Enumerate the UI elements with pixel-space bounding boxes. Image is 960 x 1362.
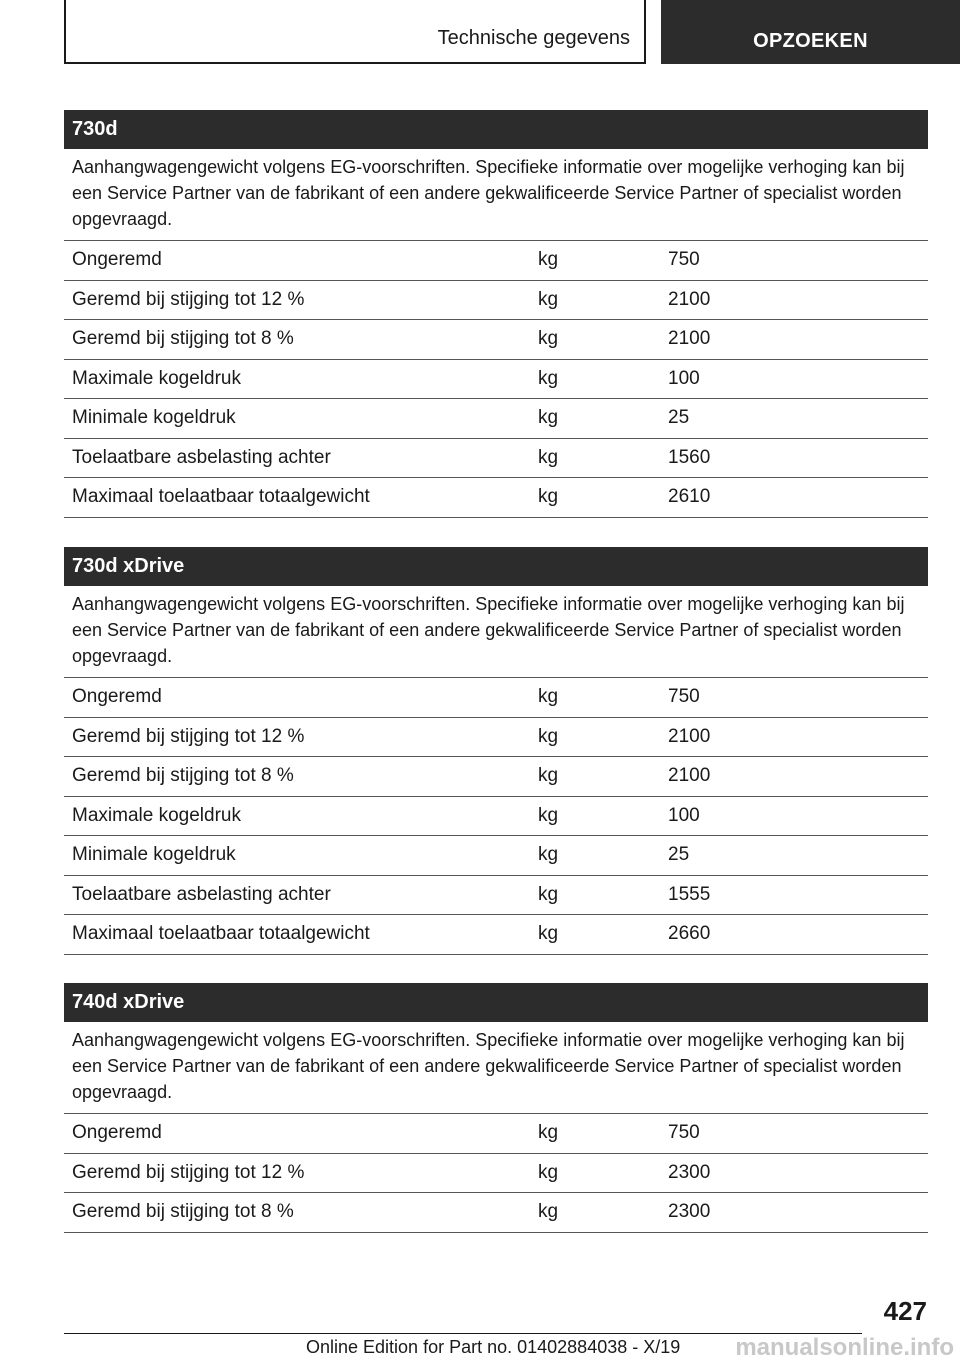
- row-unit: kg: [538, 486, 559, 508]
- section-description: Aanhangwagengewicht volgens EG-voorschriften. Specifieke informatie over mogelijke verhoging kan bij een Service Partner van de fabrikant of een andere gekwalificeerde Service Partner of specialist worden opgevraagd.: [64, 586, 928, 678]
- chapter-label: OPZOEKEN: [753, 30, 868, 52]
- table-row: [64, 439, 928, 479]
- row-value: 2100: [668, 765, 711, 787]
- table-row: [64, 478, 928, 518]
- row-unit: kg: [538, 686, 559, 708]
- row-label: Ongeremd: [72, 249, 162, 271]
- row-value: 2300: [668, 1161, 711, 1183]
- section-description: Aanhangwagengewicht volgens EG-voorschriften. Specifieke informatie over mogelijke verhoging kan bij een Service Partner van de fabrikant of een andere gekwalificeerde Service Partner of specialist worden opgevraagd.: [64, 149, 928, 241]
- row-value: 750: [668, 1122, 700, 1144]
- table-row: [64, 360, 928, 400]
- table-row: [64, 836, 928, 876]
- spec-section-730d: [64, 110, 928, 518]
- row-label: Geremd bij stijging tot 8 %: [72, 765, 294, 787]
- row-label: Toelaatbare asbelasting achter: [72, 883, 331, 905]
- table-row: [64, 241, 928, 281]
- row-value: 1560: [668, 446, 711, 468]
- page-header: [64, 0, 960, 66]
- row-unit: kg: [538, 367, 559, 389]
- row-value: 2610: [668, 486, 711, 508]
- row-label: Ongeremd: [72, 1122, 162, 1144]
- page-number: 427: [883, 1296, 927, 1326]
- row-unit: kg: [538, 765, 559, 787]
- row-label: Minimale kogeldruk: [72, 844, 236, 866]
- table-row: [64, 718, 928, 758]
- table-row: [64, 1154, 928, 1194]
- table-row: [64, 399, 928, 439]
- row-value: 100: [668, 804, 700, 826]
- row-value: 2100: [668, 328, 711, 350]
- row-value: 2660: [668, 923, 711, 945]
- row-label: Geremd bij stijging tot 12 %: [72, 1161, 305, 1183]
- section-title: 730d: [64, 110, 928, 149]
- row-value: 25: [668, 407, 690, 429]
- row-value: 2100: [668, 725, 711, 747]
- row-value: 750: [668, 249, 700, 271]
- edition-text: Online Edition for Part no. 01402884038 - X/19: [306, 1337, 681, 1357]
- row-unit: kg: [538, 407, 559, 429]
- row-label: Maximaal toelaatbaar totaalgewicht: [72, 923, 370, 945]
- row-unit: kg: [538, 288, 559, 310]
- row-value: 750: [668, 686, 700, 708]
- row-unit: kg: [538, 446, 559, 468]
- row-unit: kg: [538, 725, 559, 747]
- row-label: Geremd bij stijging tot 12 %: [72, 288, 305, 310]
- section-title: 730d xDrive: [64, 547, 928, 586]
- table-row: [64, 757, 928, 797]
- chapter-tab: [661, 0, 960, 64]
- table-row: [64, 797, 928, 837]
- section-title: 740d xDrive: [64, 983, 928, 1022]
- table-row: [64, 1193, 928, 1233]
- watermark: manualsonline.info: [735, 1334, 954, 1361]
- row-unit: kg: [538, 1161, 559, 1183]
- row-unit: kg: [538, 328, 559, 350]
- table-row: [64, 1114, 928, 1154]
- row-label: Maximaal toelaatbaar totaalgewicht: [72, 486, 370, 508]
- row-label: Maximale kogeldruk: [72, 367, 241, 389]
- row-label: Geremd bij stijging tot 12 %: [72, 725, 305, 747]
- row-unit: kg: [538, 804, 559, 826]
- row-value: 1555: [668, 883, 711, 905]
- row-value: 100: [668, 367, 700, 389]
- row-value: 2100: [668, 288, 711, 310]
- row-unit: kg: [538, 844, 559, 866]
- table-row: [64, 281, 928, 321]
- row-unit: kg: [538, 883, 559, 905]
- row-unit: kg: [538, 1201, 559, 1223]
- row-value: 2300: [668, 1201, 711, 1223]
- section-label: Technische gegevens: [437, 27, 630, 49]
- row-label: Geremd bij stijging tot 8 %: [72, 328, 294, 350]
- spec-section-730d-xdrive: [64, 547, 928, 955]
- row-unit: kg: [538, 249, 559, 271]
- row-label: Maximale kogeldruk: [72, 804, 241, 826]
- table-row: [64, 915, 928, 955]
- section-tab: [64, 0, 646, 64]
- table-row: [64, 320, 928, 360]
- section-description: Aanhangwagengewicht volgens EG-voorschriften. Specifieke informatie over mogelijke verhoging kan bij een Service Partner van de fabrikant of een andere gekwalificeerde Service Partner of specialist worden opgevraagd.: [64, 1022, 928, 1114]
- row-unit: kg: [538, 923, 559, 945]
- row-label: Geremd bij stijging tot 8 %: [72, 1201, 294, 1223]
- row-label: Ongeremd: [72, 686, 162, 708]
- row-label: Toelaatbare asbelasting achter: [72, 446, 331, 468]
- row-unit: kg: [538, 1122, 559, 1144]
- row-label: Minimale kogeldruk: [72, 407, 236, 429]
- row-value: 25: [668, 844, 690, 866]
- spec-section-740d-xdrive: [64, 983, 928, 1233]
- table-row: [64, 876, 928, 916]
- table-row: [64, 678, 928, 718]
